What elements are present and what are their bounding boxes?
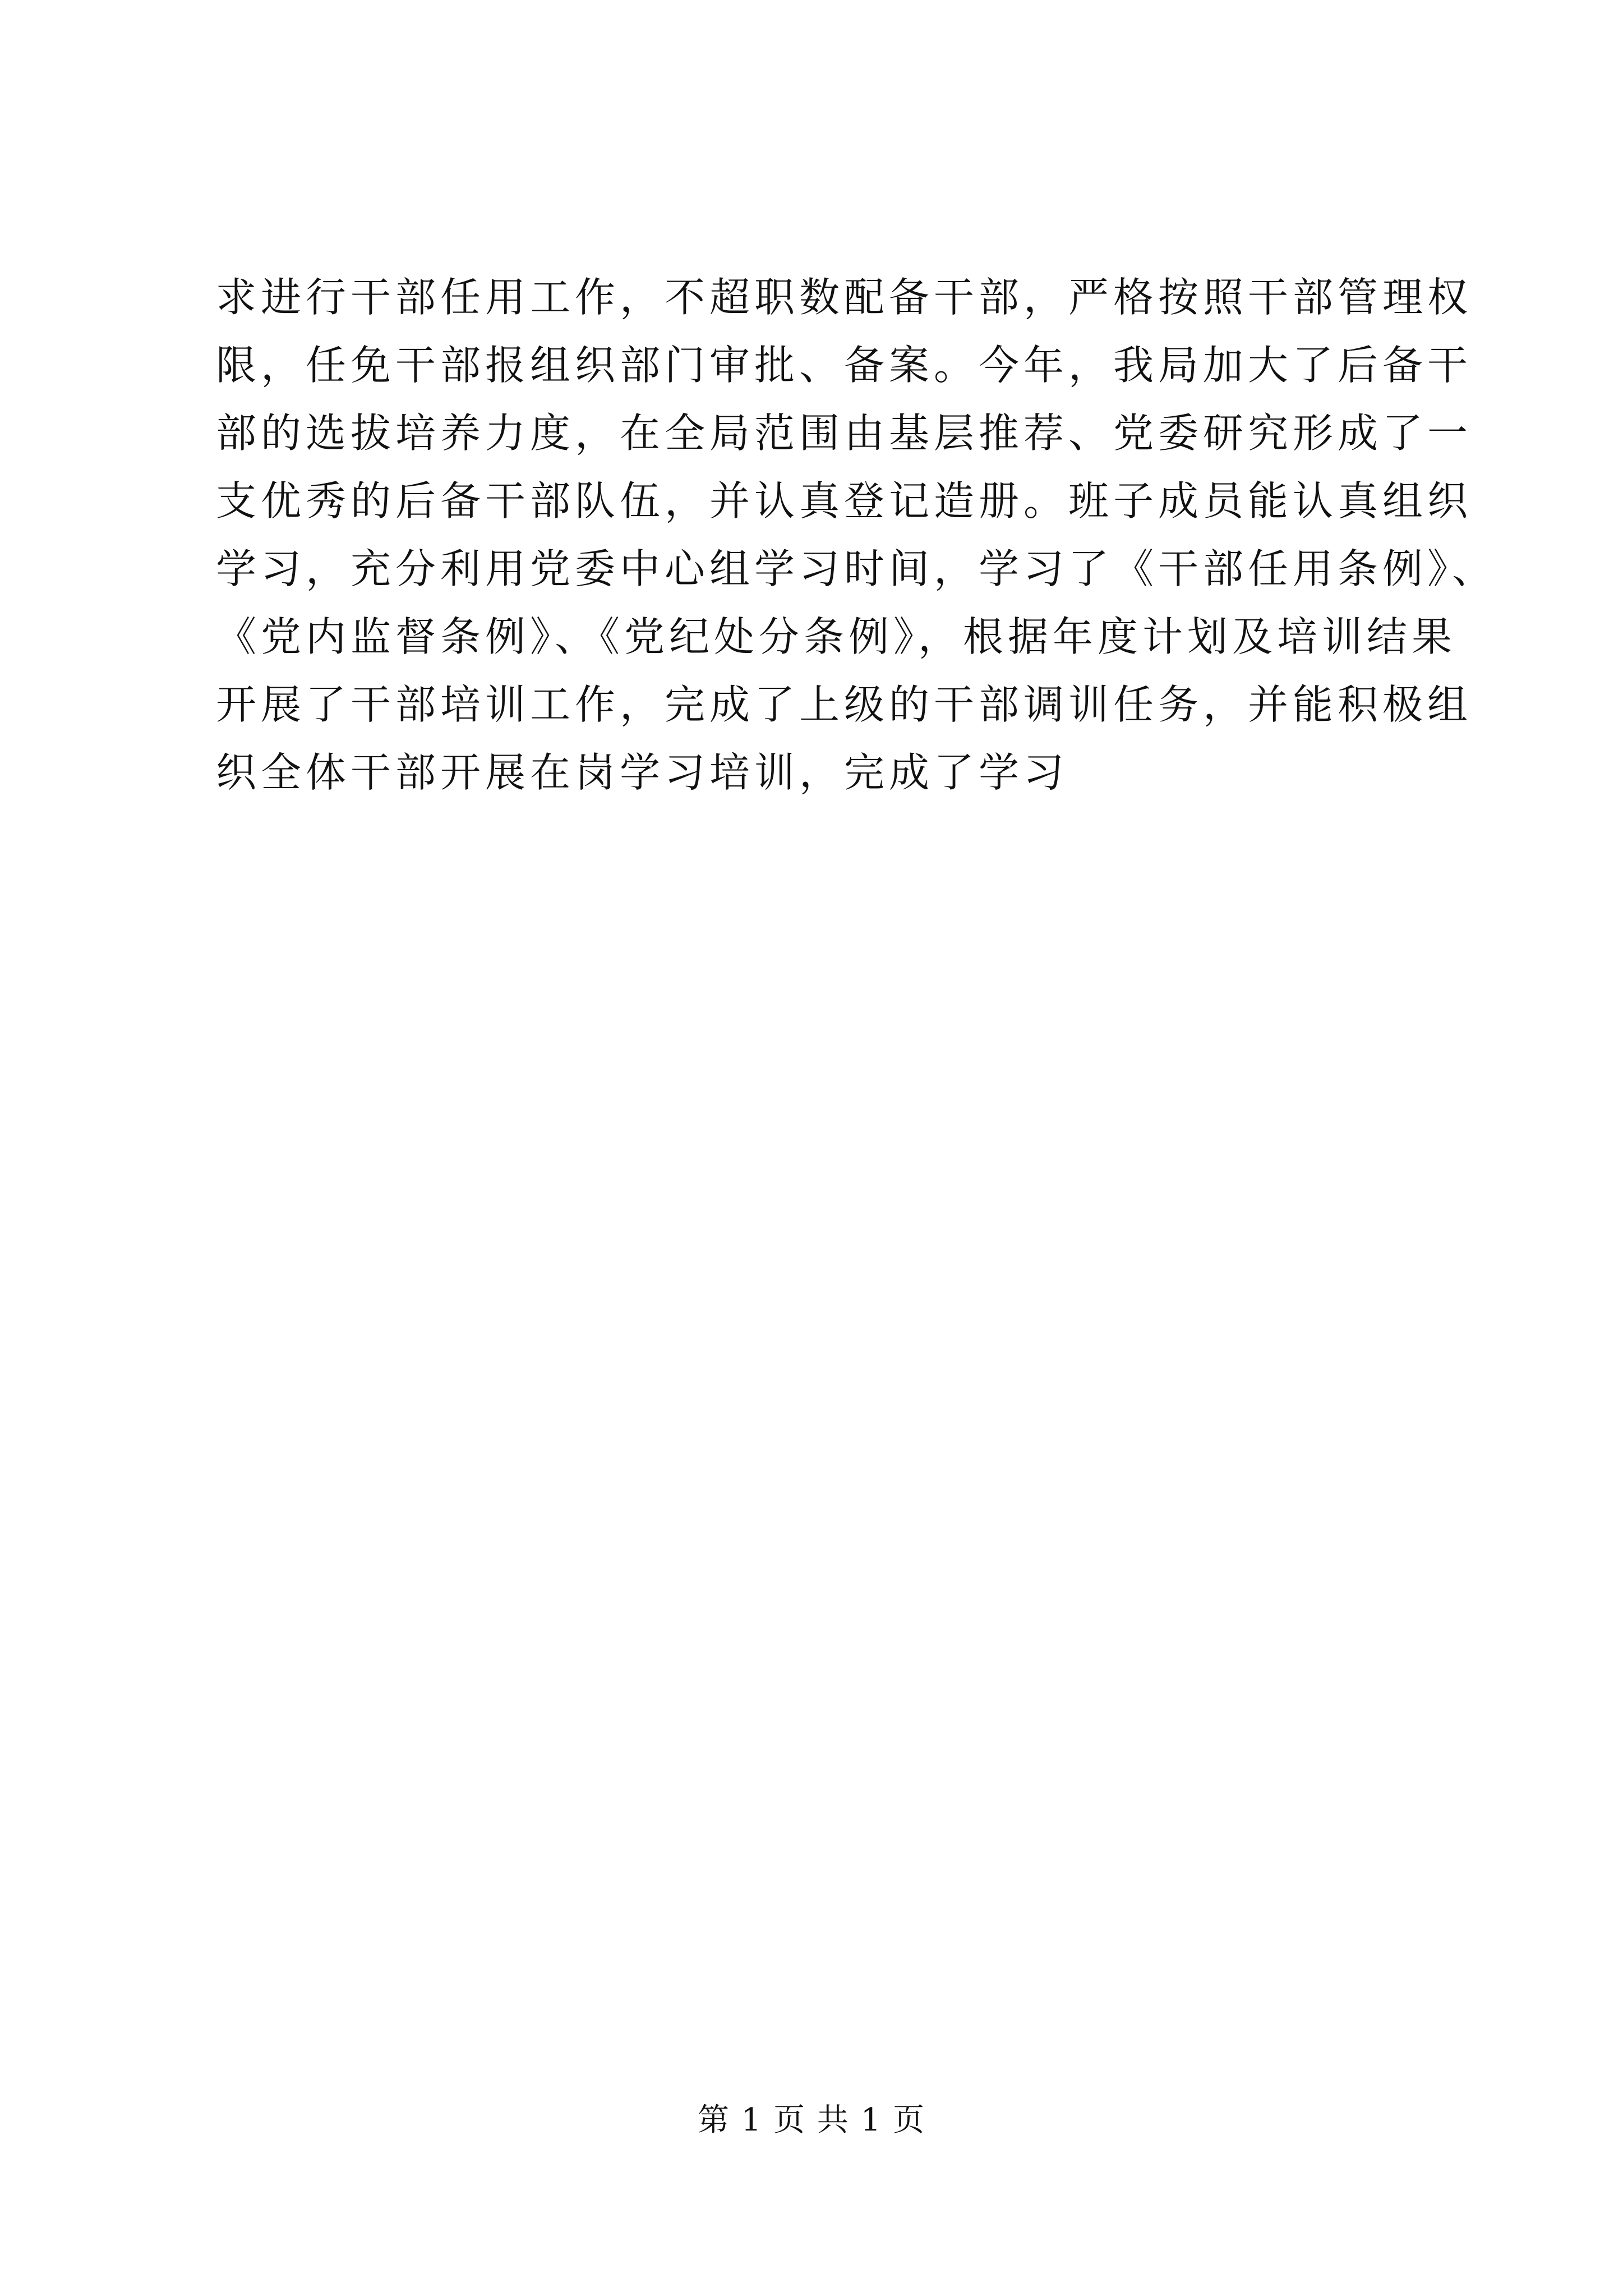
page-number-footer: 第 1 页 共 1 页 [697,2102,926,2138]
paragraph-line: 开展了干部培训工作，完成了上级的干部调训任务，并能积极组 [216,681,1473,728]
paragraph-line: 织全体干部开展在岗学习培训，完成了学习 [216,749,1069,796]
paragraph-line: 学习，充分利用党委中心组学习时间，学习了《干部任用条例》、 [216,545,1497,592]
body-paragraph [216,264,1497,807]
paragraph-line: 支优秀的后备干部队伍，并认真登记造册。班子成员能认真组织 [216,477,1473,524]
paragraph-line: 部的选拔培养力度，在全局范围由基层推荐、党委研究形成了一 [216,409,1473,457]
paragraph-line: 《党内监督条例》、《党纪处分条例》，根据年度计划及培训结果 [216,613,1457,660]
paragraph-line: 限，任免干部报组织部门审批、备案。今年，我局加大了后备干 [216,342,1473,389]
paragraph-line: 求进行干部任用工作，不超职数配备干部，严格按照干部管理权 [216,274,1473,321]
